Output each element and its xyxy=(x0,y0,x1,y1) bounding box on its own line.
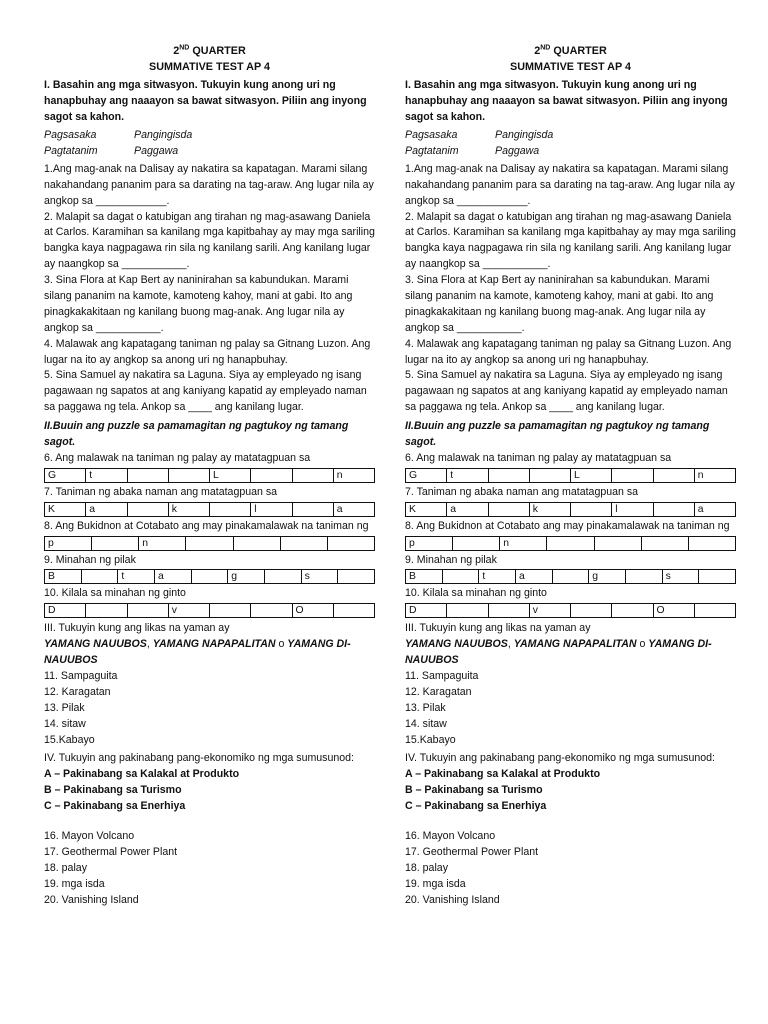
puzzle-section xyxy=(44,451,375,618)
question-5: 5. Sina Samuel ay nakatira sa Laguna. Siya ay empleyado ng isang pagawaan ng sapatos at ang kaniyang kapatid ay empleyado naman sa paggawa ng tela. Ankop sa ____ ang kanilang lugar. xyxy=(405,369,728,414)
puzzle-cell[interactable] xyxy=(127,502,168,516)
puzzle-cell[interactable]: p xyxy=(45,536,92,550)
puzzle-grid xyxy=(44,603,375,618)
test-page-left xyxy=(44,43,375,908)
puzzle-cell[interactable]: a xyxy=(86,502,127,516)
puzzle-cell[interactable] xyxy=(699,570,736,584)
choice: Pagtatanim xyxy=(44,144,98,157)
puzzle-question: 8. Ang Bukidnon at Cotabato ang may pinakamalawak na taniman ng xyxy=(405,519,730,532)
part3-options: YAMANG NAUUBOS, YAMANG NAPAPALITAN o YAMANG DI-NAUUBOS xyxy=(44,638,351,667)
puzzle-cell[interactable] xyxy=(688,536,735,550)
puzzle-cell[interactable] xyxy=(186,536,233,550)
puzzle-cell[interactable]: l xyxy=(251,502,292,516)
puzzle-cell[interactable] xyxy=(641,536,688,550)
list-item: 14. sitaw xyxy=(405,717,447,730)
part3-items xyxy=(44,669,375,748)
puzzle-grid xyxy=(44,569,375,584)
choice: Paggawa xyxy=(134,144,179,157)
list-item: 17. Geothermal Power Plant xyxy=(44,845,178,858)
question-3: 3. Sina Flora at Kap Bert ay naninirahan sa kabundukan. Marami silang pananim na kamote, kamoteng kahoy, mani at gabi. Ito ang pinagkakakitaan ng kanilang buong mag-anak. Ang lugar nila ay angkop sa ___________. xyxy=(405,274,714,334)
puzzle-cell[interactable]: K xyxy=(45,502,86,516)
puzzle-grid xyxy=(405,536,736,551)
list-item: 15.Kabayo xyxy=(405,733,456,746)
puzzle-grid xyxy=(405,468,736,483)
puzzle-cell[interactable]: k xyxy=(168,502,209,516)
puzzle-grid xyxy=(44,468,375,483)
part4-choice: C – Pakinabang sa Enerhiya xyxy=(44,800,186,813)
puzzle-cell[interactable]: t xyxy=(479,570,516,584)
choice: Pagsasaka xyxy=(405,129,458,142)
question-2: 2. Malapit sa dagat o katubigan ang tirahan ng mag-asawang Daniela at Carlos. Karamihan sa kanilang mga kapitbahay ay may mga sariling bangka kaya nagpagawa rin sila ng kanilang sarili. Ang kanilang lugar ay naangkop sa ___________. xyxy=(44,210,375,271)
puzzle-cell[interactable] xyxy=(168,468,209,482)
puzzle-cell[interactable]: B xyxy=(406,570,443,584)
puzzle-cell[interactable]: p xyxy=(406,536,453,550)
part4-items xyxy=(405,829,736,908)
part4-items xyxy=(44,829,375,908)
puzzle-cell[interactable]: s xyxy=(662,570,699,584)
puzzle-cell[interactable] xyxy=(442,570,479,584)
puzzle-cell[interactable] xyxy=(127,468,168,482)
puzzle-cell[interactable]: L xyxy=(571,468,612,482)
quarter-heading: 2ND QUARTER xyxy=(173,44,246,57)
puzzle-cell[interactable] xyxy=(653,502,694,516)
puzzle-cell[interactable]: D xyxy=(45,604,86,618)
puzzle-section xyxy=(405,451,736,618)
puzzle-cell[interactable] xyxy=(625,570,662,584)
puzzle-cell[interactable]: D xyxy=(406,604,447,618)
quarter-heading: 2ND QUARTER xyxy=(534,44,607,57)
choice: Pangingisda xyxy=(495,129,554,142)
puzzle-cell[interactable] xyxy=(210,604,251,618)
puzzle-cell[interactable] xyxy=(92,536,139,550)
part2-instruction: II.Buuin ang puzzle sa pamamagitan ng pagtukoy ng tamang sagot. xyxy=(44,420,349,448)
part3-items xyxy=(405,669,736,748)
list-item: 11. Sampaguita xyxy=(44,669,118,682)
puzzle-cell[interactable]: a xyxy=(694,502,735,516)
part1-choice-box xyxy=(44,128,375,160)
puzzle-question: 6. Ang malawak na taniman ng palay ay matatagpuan sa xyxy=(405,451,672,464)
puzzle-cell[interactable] xyxy=(571,502,612,516)
puzzle-cell[interactable] xyxy=(280,536,327,550)
puzzle-cell[interactable] xyxy=(264,570,301,584)
puzzle-cell[interactable] xyxy=(127,604,168,618)
choice: Pagsasaka xyxy=(44,129,97,142)
test-title: SUMMATIVE TEST AP 4 xyxy=(149,61,270,74)
list-item: 14. sitaw xyxy=(44,717,86,730)
part4-instruction: IV. Tukuyin ang pakinabang pang-ekonomiko ng mga sumusunod: xyxy=(44,752,354,765)
puzzle-question: 10. Kilala sa minahan ng ginto xyxy=(405,587,547,600)
question-1: 1.Ang mag-anak na Dalisay ay nakatira sa kapatagan. Marami silang nakahandang pananim para sa darating na tag-araw. Ang lugar nila ay angkop sa ____________. xyxy=(405,162,735,207)
puzzle-cell[interactable] xyxy=(552,570,589,584)
puzzle-cell[interactable]: g xyxy=(228,570,265,584)
list-item: 16. Mayon Volcano xyxy=(405,830,496,842)
list-item: 11. Sampaguita xyxy=(405,669,479,682)
puzzle-cell[interactable]: G xyxy=(406,468,447,482)
puzzle-cell[interactable] xyxy=(81,570,118,584)
puzzle-cell[interactable] xyxy=(210,502,251,516)
puzzle-cell[interactable]: O xyxy=(292,604,333,618)
list-item: 20. Vanishing Island xyxy=(405,893,500,906)
list-item: 19. mga isda xyxy=(44,877,105,890)
question-5: 5. Sina Samuel ay nakatira sa Laguna. Siya ay empleyado ng isang pagawaan ng sapatos at ang kaniyang kapatid ay empleyado naman sa paggawa ng tela. Ankop sa ____ ang kanilang lugar. xyxy=(44,369,367,414)
list-item: 16. Mayon Volcano xyxy=(44,830,135,842)
puzzle-cell[interactable] xyxy=(292,502,333,516)
puzzle-cell[interactable] xyxy=(453,536,500,550)
part4-choice: A – Pakinabang sa Kalakal at Produkto xyxy=(405,768,601,781)
part3-instruction: III. Tukuyin kung ang likas na yaman ay xyxy=(405,622,591,635)
question-4: 4. Malawak ang kapatagang taniman ng palay sa Gitnang Luzon. Ang lugar na ito ay angkop sa anong uri ng hanapbuhay. xyxy=(405,337,732,366)
puzzle-cell[interactable]: t xyxy=(447,468,488,482)
puzzle-cell[interactable] xyxy=(333,604,374,618)
puzzle-cell[interactable] xyxy=(86,604,127,618)
puzzle-cell[interactable] xyxy=(191,570,228,584)
part4-choice: B – Pakinabang sa Turismo xyxy=(405,784,543,797)
puzzle-cell[interactable] xyxy=(594,536,641,550)
choice: Pangingisda xyxy=(134,129,193,142)
part4-choice: B – Pakinabang sa Turismo xyxy=(44,784,182,797)
test-page-right xyxy=(405,43,736,908)
puzzle-question: 8. Ang Bukidnon at Cotabato ang may pinakamalawak na taniman ng xyxy=(44,519,369,532)
puzzle-cell[interactable]: a xyxy=(333,502,374,516)
puzzle-cell[interactable] xyxy=(488,604,529,618)
choice: Paggawa xyxy=(495,144,540,157)
part4-instruction: IV. Tukuyin ang pakinabang pang-ekonomiko ng mga sumusunod: xyxy=(405,752,715,765)
puzzle-cell[interactable]: t xyxy=(118,570,155,584)
puzzle-cell[interactable]: n xyxy=(694,468,735,482)
puzzle-cell[interactable]: k xyxy=(529,502,570,516)
list-item: 20. Vanishing Island xyxy=(44,893,139,906)
puzzle-question: 6. Ang malawak na taniman ng palay ay matatagpuan sa xyxy=(44,451,311,464)
puzzle-grid xyxy=(405,569,736,584)
puzzle-question: 9. Minahan ng pilak xyxy=(405,553,497,566)
list-item: 12. Karagatan xyxy=(44,685,111,698)
puzzle-grid xyxy=(405,603,736,618)
part4-choice: C – Pakinabang sa Enerhiya xyxy=(405,800,547,813)
puzzle-cell[interactable] xyxy=(612,604,653,618)
puzzle-cell[interactable] xyxy=(547,536,594,550)
puzzle-cell[interactable] xyxy=(251,604,292,618)
puzzle-cell[interactable]: B xyxy=(45,570,82,584)
puzzle-cell[interactable] xyxy=(338,570,375,584)
puzzle-cell[interactable]: s xyxy=(301,570,338,584)
part3-options: YAMANG NAUUBOS, YAMANG NAPAPALITAN o YAMANG DI-NAUUBOS xyxy=(405,638,712,667)
list-item: 15.Kabayo xyxy=(44,733,95,746)
puzzle-grid xyxy=(44,536,375,551)
puzzle-cell[interactable] xyxy=(488,502,529,516)
part2-instruction: II.Buuin ang puzzle sa pamamagitan ng pagtukoy ng tamang sagot. xyxy=(405,420,710,448)
part3-instruction: III. Tukuyin kung ang likas na yaman ay xyxy=(44,622,230,635)
puzzle-grid xyxy=(44,502,375,517)
puzzle-cell[interactable] xyxy=(612,468,653,482)
question-2: 2. Malapit sa dagat o katubigan ang tirahan ng mag-asawang Daniela at Carlos. Karamihan sa kanilang mga kapitbahay ay may mga sariling bangka kaya nagpagawa rin sila ng kanilang sarili. Ang kanilang lugar ay naangkop sa ___________. xyxy=(405,210,736,271)
puzzle-question: 9. Minahan ng pilak xyxy=(44,553,136,566)
list-item: 18. palay xyxy=(405,861,448,874)
part1-instruction: I. Basahin ang mga sitwasyon. Tukuyin kung anong uri ng hanapbuhay ang naaayon sa bawat sitwasyon. Piliin ang inyong sagot sa kahon. xyxy=(405,79,728,124)
puzzle-cell[interactable] xyxy=(251,468,292,482)
puzzle-cell[interactable]: n xyxy=(333,468,374,482)
question-1: 1.Ang mag-anak na Dalisay ay nakatira sa kapatagan. Marami silang nakahandang pananim para sa darating na tag-araw. Ang lugar nila ay angkop sa ____________. xyxy=(44,162,374,207)
list-item: 18. palay xyxy=(44,861,87,874)
puzzle-cell[interactable] xyxy=(447,604,488,618)
puzzle-cell[interactable] xyxy=(292,468,333,482)
puzzle-question: 7. Taniman ng abaka naman ang matatagpuan sa xyxy=(44,485,278,498)
puzzle-cell[interactable]: a xyxy=(515,570,552,584)
part1-choice-box xyxy=(405,128,736,160)
choice: Pagtatanim xyxy=(405,144,459,157)
test-title: SUMMATIVE TEST AP 4 xyxy=(510,61,631,74)
list-item: 12. Karagatan xyxy=(405,685,472,698)
puzzle-cell[interactable]: l xyxy=(612,502,653,516)
question-3: 3. Sina Flora at Kap Bert ay naninirahan sa kabundukan. Marami silang pananim na kamote, kamoteng kahoy, mani at gabi. Ito ang pinagkakakitaan ng kanilang buong mag-anak. Ang lugar nila ay angkop sa ___________. xyxy=(44,274,353,334)
list-item: 13. Pilak xyxy=(44,701,85,714)
puzzle-cell[interactable]: a xyxy=(154,570,191,584)
puzzle-cell[interactable]: K xyxy=(406,502,447,516)
part1-instruction: I. Basahin ang mga sitwasyon. Tukuyin kung anong uri ng hanapbuhay ang naaayon sa bawat sitwasyon. Piliin ang inyong sagot sa kahon. xyxy=(44,79,367,124)
puzzle-question: 7. Taniman ng abaka naman ang matatagpuan sa xyxy=(405,485,639,498)
puzzle-cell[interactable]: g xyxy=(589,570,626,584)
puzzle-cell[interactable] xyxy=(571,604,612,618)
question-4: 4. Malawak ang kapatagang taniman ng palay sa Gitnang Luzon. Ang lugar na ito ay angkop sa anong uri ng hanapbuhay. xyxy=(44,337,371,366)
puzzle-cell[interactable]: O xyxy=(653,604,694,618)
puzzle-cell[interactable]: v xyxy=(529,604,570,618)
puzzle-cell[interactable]: n xyxy=(139,536,186,550)
puzzle-question: 10. Kilala sa minahan ng ginto xyxy=(44,587,186,600)
puzzle-cell[interactable]: t xyxy=(86,468,127,482)
puzzle-cell[interactable] xyxy=(653,468,694,482)
list-item: 19. mga isda xyxy=(405,877,466,890)
puzzle-cell[interactable]: G xyxy=(45,468,86,482)
puzzle-cell[interactable] xyxy=(233,536,280,550)
list-item: 17. Geothermal Power Plant xyxy=(405,845,539,858)
list-item: 13. Pilak xyxy=(405,701,446,714)
puzzle-grid xyxy=(405,502,736,517)
puzzle-cell[interactable]: a xyxy=(447,502,488,516)
part4-choice: A – Pakinabang sa Kalakal at Produkto xyxy=(44,768,240,781)
puzzle-cell[interactable]: L xyxy=(210,468,251,482)
puzzle-cell[interactable] xyxy=(529,468,570,482)
puzzle-cell[interactable]: n xyxy=(500,536,547,550)
puzzle-cell[interactable] xyxy=(694,604,735,618)
puzzle-cell[interactable] xyxy=(488,468,529,482)
puzzle-cell[interactable]: v xyxy=(168,604,209,618)
puzzle-cell[interactable] xyxy=(327,536,374,550)
